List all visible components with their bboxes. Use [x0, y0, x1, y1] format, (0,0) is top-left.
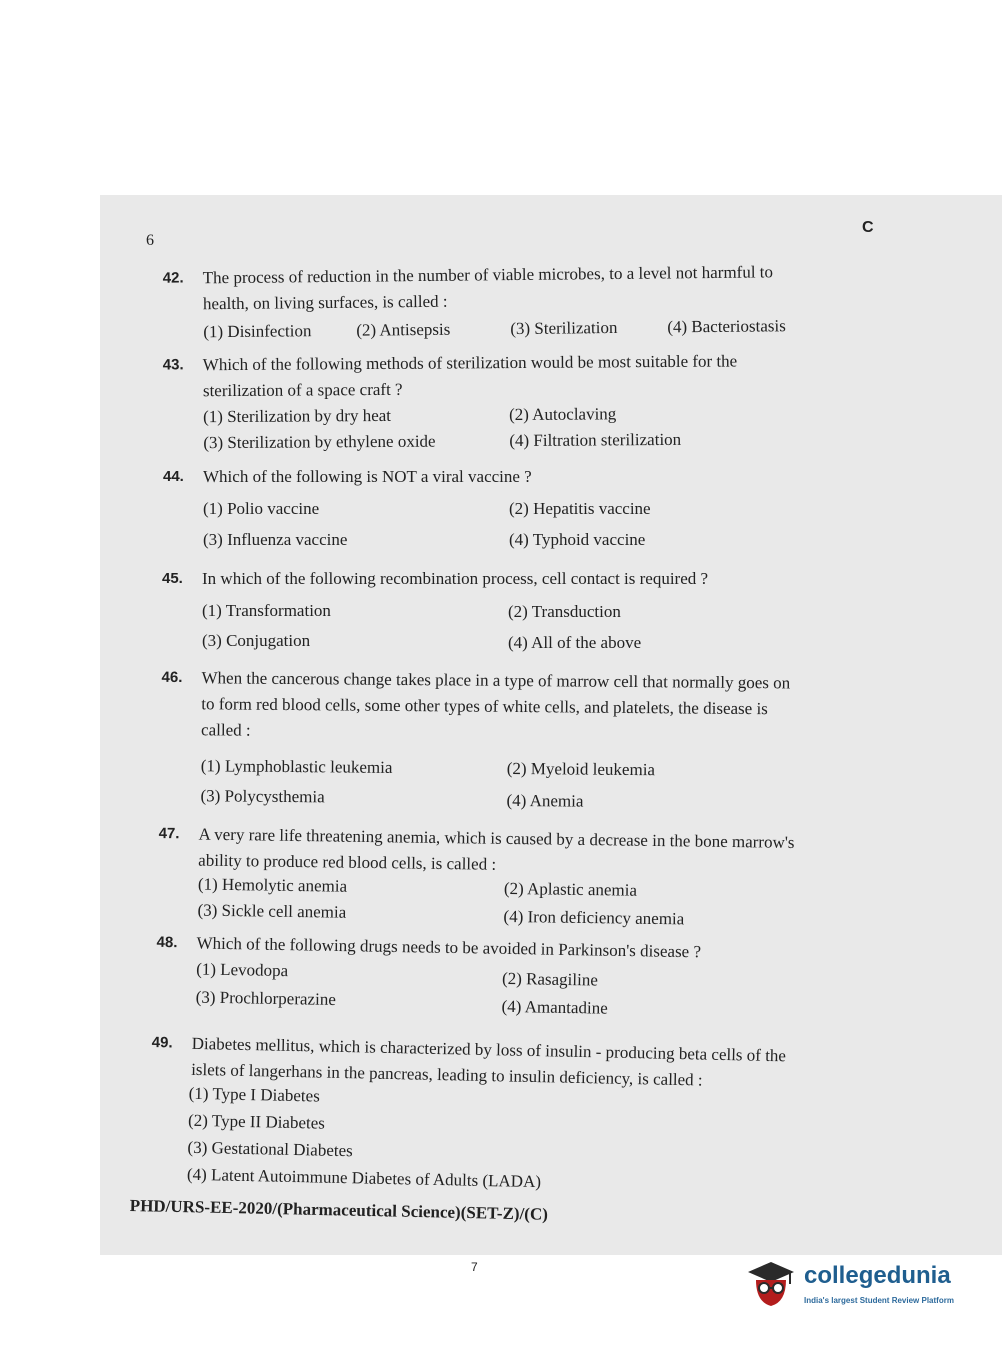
question-42: [163, 258, 874, 345]
option-1: (1) Type I Diabetes: [188, 1083, 321, 1106]
question-44: [163, 464, 873, 554]
question-text: A very rare life threatening anemia, which is caused by a decrease in the bone marrow's ability to produce red blood cells, is called :: [198, 824, 795, 874]
option-4: (4) All of the above: [508, 633, 642, 652]
option-3: (3) Sterilization by ethylene oxide: [203, 431, 436, 453]
question-46: [160, 665, 871, 821]
option-1: (1) Transformation: [202, 601, 331, 620]
option-2: (2) Type II Diabetes: [187, 1110, 326, 1133]
question-number: 49.: [151, 1033, 173, 1052]
brand-logo[interactable]: [744, 1254, 984, 1314]
option-2: (2) Antisepsis: [356, 319, 451, 340]
question-number: 45.: [162, 570, 183, 587]
option-2: (2) Autoclaving: [509, 404, 617, 425]
option-3: (3) Influenza vaccine: [203, 530, 348, 549]
question-47: [157, 821, 868, 941]
option-1: (1) Sterilization by dry heat: [203, 405, 392, 427]
top-page-number: 6: [146, 232, 154, 249]
option-3: (3) Conjugation: [202, 631, 311, 650]
question-48: [155, 930, 866, 1032]
option-4: (4) Filtration sterilization: [509, 429, 682, 451]
question-number: 47.: [158, 825, 180, 843]
option-4: (4) Anemia: [506, 790, 584, 811]
brand-tagline: India's largest Student Review Platform: [804, 1296, 954, 1305]
question-text: Which of the following is NOT a viral vaccine ?: [203, 467, 532, 486]
question-number: 44.: [163, 468, 184, 485]
bottom-page-number: 7: [471, 1260, 478, 1274]
question-43: [163, 348, 874, 453]
question-text: In which of the following recombination process, cell contact is required ?: [202, 569, 709, 588]
option-1: (1) Hemolytic anemia: [197, 874, 348, 896]
question-text: Which of the following methods of sterilization would be most suitable for the sterilization of a space craft ?: [202, 351, 738, 401]
option-3: (3) Gestational Diabetes: [187, 1137, 353, 1161]
option-2: (2) Rasagiline: [501, 968, 599, 990]
brand-name: collegedunia: [804, 1262, 951, 1289]
option-1: (1) Disinfection: [203, 321, 312, 342]
option-4: (4) Latent Autoimmune Diabetes of Adults (LADA): [186, 1164, 542, 1192]
question-text: When the cancerous change takes place in a type of marrow cell that normally goes on to form red blood cells, some other types of white cells, and platelets, the disease is called :: [201, 668, 791, 740]
option-2: (2) Transduction: [508, 602, 621, 621]
option-2: (2) Myeloid leukemia: [506, 758, 656, 780]
option-4: (4) Bacteriostasis: [667, 316, 786, 337]
question-number: 46.: [161, 668, 183, 687]
option-1: (1) Lymphoblastic leukemia: [200, 756, 393, 777]
question-text: Diabetes mellitus, which is characterized by loss of insulin - producing beta cells of the islets of langerhans in the pancreas, leading to insulin deficiency, is called :: [190, 1033, 787, 1090]
question-number: 42.: [162, 269, 184, 287]
question-text: The process of reduction in the number of viable microbes, to a level not harmful to health, on living surfaces, is called :: [202, 262, 774, 314]
option-3: (3) Sterilization: [510, 317, 618, 339]
question-49: [149, 1030, 862, 1205]
set-letter: C: [862, 219, 874, 236]
option-3: (3) Polycysthemia: [200, 786, 325, 807]
option-3: (3) Sickle cell anemia: [197, 900, 347, 922]
question-number: 48.: [156, 933, 178, 952]
option-1: (1) Levodopa: [195, 959, 289, 981]
option-2: (2) Aplastic anemia: [503, 878, 638, 900]
option-4: (4) Amantadine: [501, 996, 608, 1018]
exam-code: PHD/URS-EE-2020/(Pharmaceutical Science)(SET-Z)/(C): [129, 1196, 549, 1224]
option-2: (2) Hepatitis vaccine: [509, 499, 651, 518]
option-1: (1) Polio vaccine: [203, 499, 320, 518]
option-3: (3) Prochlorperazine: [195, 987, 337, 1009]
question-45: [162, 566, 872, 656]
graduate-icon: [744, 1258, 798, 1312]
question-text: Which of the following drugs needs to be avoided in Parkinson's disease ?: [196, 933, 702, 962]
option-4: (4) Typhoid vaccine: [509, 530, 646, 549]
question-number: 43.: [162, 356, 184, 374]
option-4: (4) Iron deficiency anemia: [503, 906, 685, 929]
